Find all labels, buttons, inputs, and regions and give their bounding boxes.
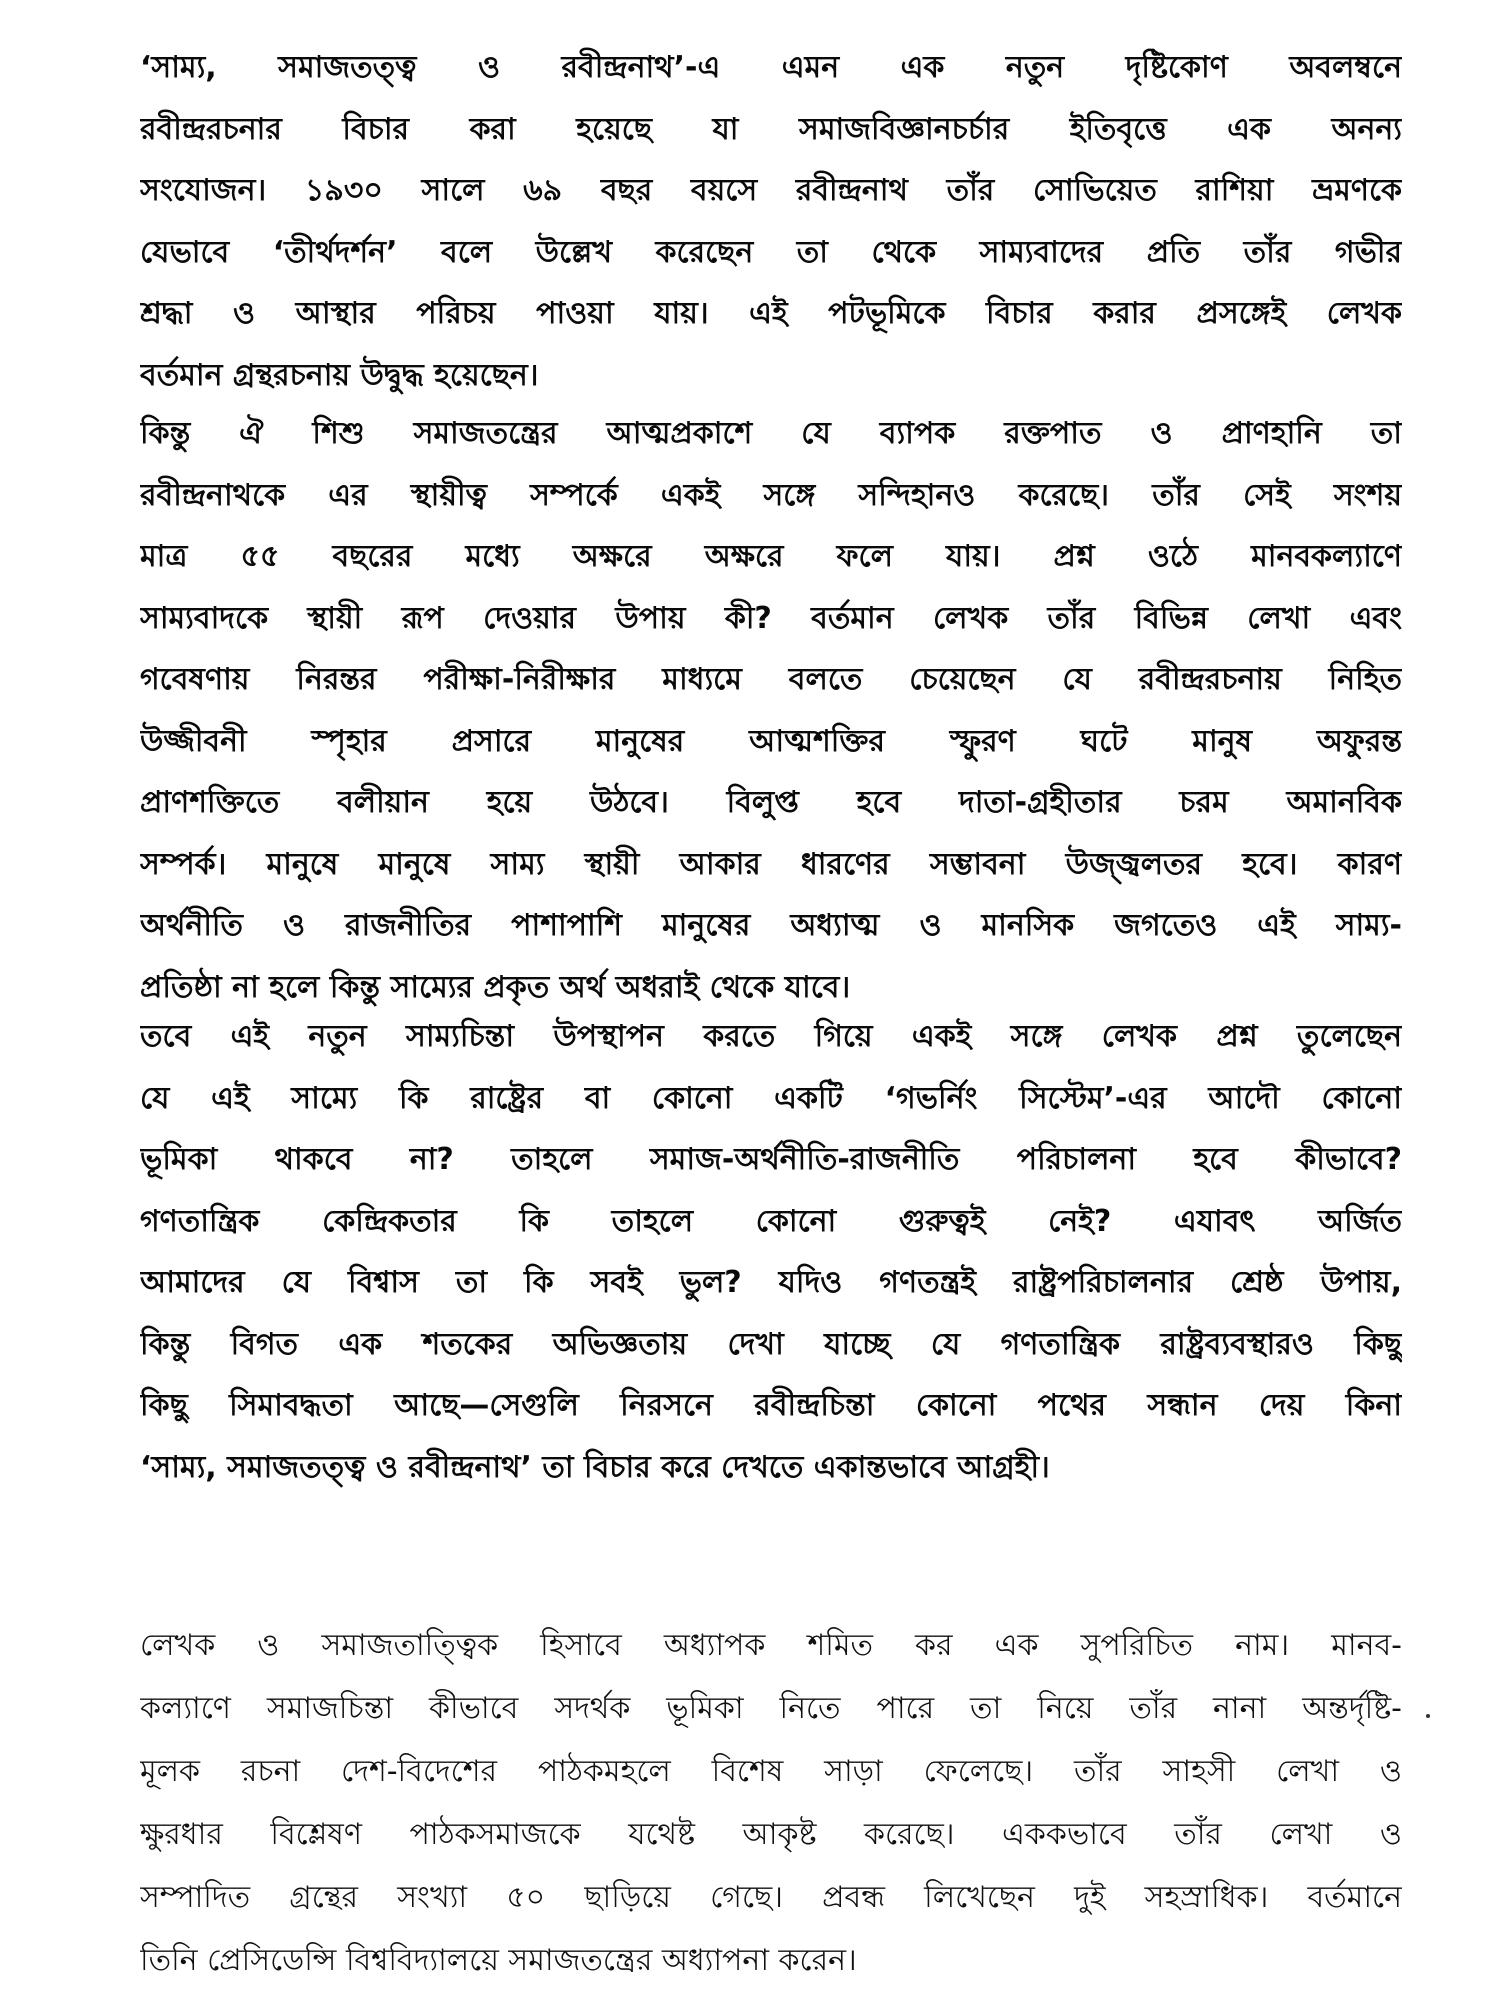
book-summary-paragraph-2 bbox=[140, 403, 1402, 1018]
text-line: যেভাবে ‘তীর্থদর্শন’ বলে উল্লেখ করেছেন তা থেকে সাম্যবাদের প্রতি তাঁর গভীর bbox=[140, 234, 1402, 270]
text-line: অর্থনীতি ও রাজনীতির পাশাপাশি মানুষের অধ্যাত্ম ও মানসিক জগতেও এই সাম্য- bbox=[140, 908, 1402, 943]
text-line: সাম্যবাদকে স্থায়ী রূপ দেওয়ার উপায় কী? বর্তমান লেখক তাঁর বিভিন্ন লেখা এবং bbox=[140, 600, 1402, 636]
text-line: কিন্তু ঐ শিশু সমাজতন্ত্রের আত্মপ্রকাশে যে ব্যাপক রক্তপাত ও প্রাণহানি তা bbox=[140, 416, 1402, 451]
book-summary-paragraph-3 bbox=[140, 1006, 1402, 1498]
text-line: ‘সাম্য, সমাজতত্ত্ব ও রবীন্দ্রনাথ’-এ এমন এক নতুন দৃষ্টিকোণ অবলম্বনে bbox=[140, 50, 1402, 85]
text-line: রবীন্দ্রনাথকে এর স্থায়ীত্ব সম্পর্কে একই সঙ্গে সন্দিহানও করেছে। তাঁর সেই সংশয় bbox=[140, 477, 1402, 513]
author-bio-paragraph bbox=[140, 1614, 1402, 1992]
text-line: ‘সাম্য, সমাজতত্ত্ব ও রবীন্দ্রনাথ’ তা বিচার করে দেখতে একান্তভাবে আগ্রহী। bbox=[140, 1449, 1050, 1485]
text-line: মাত্র ৫৫ বছরের মধ্যে অক্ষরে অক্ষরে ফলে যায়। প্রশ্ন ওঠে মানবকল্যাণে bbox=[140, 539, 1402, 574]
book-summary-paragraph-1 bbox=[140, 37, 1402, 406]
text-line: রবীন্দ্ররচনার বিচার করা হয়েছে যা সমাজবিজ্ঞানচর্চার ইতিবৃত্তে এক অনন্য bbox=[140, 111, 1402, 147]
text-line: আমাদের যে বিশ্বাস তা কি সবই ভুল? যদিও গণতন্ত্রই রাষ্ট্রপরিচালনার শ্রেষ্ঠ উপায়, bbox=[140, 1265, 1402, 1300]
text-line: সম্পাদিত গ্রন্থের সংখ্যা ৫০ ছাড়িয়ে গেছে। প্রবন্ধ লিখেছেন দুই সহস্রাধিক। বর্তমানে bbox=[140, 1880, 1402, 1915]
text-line: কিছু সিমাবদ্ধতা আছে—সেগুলি নিরসনে রবীন্দ্রচিন্তা কোনো পথের সন্ধান দেয় কিনা bbox=[140, 1388, 1402, 1423]
text-line: তবে এই নতুন সাম্যচিন্তা উপস্থাপন করতে গিয়ে একই সঙ্গে লেখক প্রশ্ন তুলেছেন bbox=[140, 1019, 1402, 1054]
text-line: প্রাণশক্তিতে বলীয়ান হয়ে উঠবে। বিলুপ্ত হবে দাতা-গ্রহীতার চরম অমানবিক bbox=[140, 785, 1402, 820]
text-line: গবেষণায় নিরন্তর পরীক্ষা-নিরীক্ষার মাধ্যমে বলতে চেয়েছেন যে রবীন্দ্ররচনায় নিহিত bbox=[140, 662, 1402, 697]
text-line: উজ্জীবনী স্পৃহার প্রসারে মানুষের আত্মশক্তির স্ফুরণ ঘটে মানুষ অফুরন্ত bbox=[140, 723, 1402, 759]
text-line: ভূমিকা থাকবে না? তাহলে সমাজ-অর্থনীতি-রাজনীতি পরিচালনা হবে কীভাবে? bbox=[140, 1142, 1402, 1177]
text-line: শ্রদ্ধা ও আস্থার পরিচয় পাওয়া যায়। এই পটভূমিকে বিচার করার প্রসঙ্গেই লেখক bbox=[140, 296, 1402, 331]
text-line: লেখক ও সমাজতাত্ত্বিক হিসাবে অধ্যাপক শমিত কর এক সুপরিচিত নাম। মানব- bbox=[140, 1628, 1402, 1663]
text-line: সম্পর্ক। মানুষে মানুষে সাম্য স্থায়ী আকার ধারণের সম্ভাবনা উজ্জ্বলতর হবে। কারণ bbox=[140, 846, 1402, 882]
text-line: গণতান্ত্রিক কেন্দ্রিকতার কি তাহলে কোনো গুরুত্বই নেই? এযাবৎ অর্জিত bbox=[140, 1203, 1402, 1239]
text-line: ক্ষুরধার বিশ্লেষণ পাঠকসমাজকে যথেষ্ট আকৃষ্ট করেছে। এককভাবে তাঁর লেখা ও bbox=[140, 1817, 1402, 1852]
text-line: প্রতিষ্ঠা না হলে কিন্তু সাম্যের প্রকৃত অর্থ অধরাই থেকে যাবে। bbox=[140, 969, 851, 1005]
text-line: কিন্তু বিগত এক শতকের অভিজ্ঞতায় দেখা যাচ্ছে যে গণতান্ত্রিক রাষ্ট্রব্যবস্থারও কিছু bbox=[140, 1326, 1402, 1362]
text-line: যে এই সাম্যে কি রাষ্ট্রের বা কোনো একটি ‘গভর্নিং সিস্টেম’-এর আদৌ কোনো bbox=[140, 1080, 1402, 1116]
text-line: কল্যাণে সমাজচিন্তা কীভাবে সদর্থক ভূমিকা নিতে পারে তা নিয়ে তাঁর নানা অন্তর্দৃষ্টি- bbox=[140, 1691, 1402, 1726]
text-line: তিনি প্রেসিডেন্সি বিশ্ববিদ্যালয়ে সমাজতন্ত্রের অধ্যাপনা করেন। bbox=[140, 1943, 857, 1978]
text-line: সংযোজন। ১৯৩০ সালে ৬৯ বছর বয়সে রবীন্দ্রনাথ তাঁর সোভিয়েত রাশিয়া ভ্রমণকে bbox=[140, 173, 1402, 208]
scan-speck bbox=[1426, 1714, 1430, 1718]
text-line: বর্তমান গ্রন্থরচনায় উদ্বুদ্ধ হয়েছেন। bbox=[140, 357, 539, 393]
text-line: মূলক রচনা দেশ-বিদেশের পাঠকমহলে বিশেষ সাড়া ফেলেছে। তাঁর সাহসী লেখা ও bbox=[140, 1754, 1402, 1789]
